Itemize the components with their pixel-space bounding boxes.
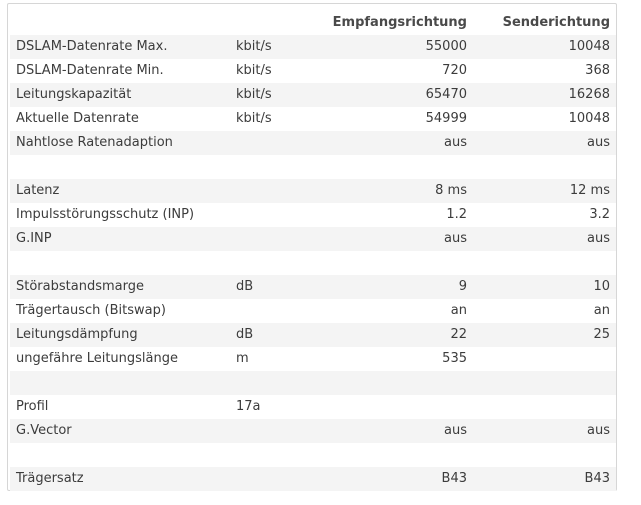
row-unit: kbit/s <box>230 83 320 107</box>
table-header-row <box>10 11 616 35</box>
row-downstream-value <box>320 155 473 179</box>
table-row <box>10 347 616 371</box>
row-unit <box>230 299 320 323</box>
table-row <box>10 155 616 179</box>
table-row <box>10 35 616 59</box>
table-row <box>10 371 616 395</box>
row-downstream-value: 1.2 <box>446 207 467 222</box>
row-downstream-value <box>320 395 473 419</box>
row-label: G.Vector <box>10 419 230 443</box>
row-label: DSLAM-Datenrate Max. <box>10 35 230 59</box>
table-row <box>10 203 616 227</box>
row-upstream-value: 10 <box>473 275 616 299</box>
row-unit <box>230 203 320 227</box>
header-unit <box>230 11 320 35</box>
row-unit <box>230 131 320 155</box>
row-unit <box>230 371 320 395</box>
row-label: ungefähre Leitungslänge <box>16 351 178 366</box>
row-downstream-value: an <box>450 303 467 318</box>
dsl-line-info-table <box>10 11 616 491</box>
row-upstream-value: an <box>593 303 610 318</box>
table-row <box>10 419 616 443</box>
row-upstream-value <box>473 443 616 467</box>
row-downstream-value: 535 <box>442 351 467 366</box>
row-downstream-value: B43 <box>320 467 473 491</box>
row-unit: kbit/s <box>230 35 320 59</box>
row-unit <box>230 443 320 467</box>
row-downstream-value: 720 <box>442 63 467 78</box>
header-upstream: Senderichtung <box>473 11 616 35</box>
row-unit: kbit/s <box>236 111 272 126</box>
row-label: Latenz <box>10 179 230 203</box>
row-upstream-value: 10048 <box>473 35 616 59</box>
row-unit: dB <box>230 275 320 299</box>
table-row <box>10 131 616 155</box>
header-downstream: Empfangsrichtung <box>320 11 473 35</box>
table-row <box>10 299 616 323</box>
row-label: DSLAM-Datenrate Min. <box>16 63 164 78</box>
row-label: Leitungskapazität <box>10 83 230 107</box>
row-downstream-value <box>320 443 473 467</box>
table-row <box>10 227 616 251</box>
table-row <box>10 59 616 83</box>
row-downstream-value: aus <box>320 227 473 251</box>
row-label <box>10 251 230 275</box>
row-downstream-value: 9 <box>320 275 473 299</box>
row-label <box>10 443 230 467</box>
row-unit: dB <box>230 323 320 347</box>
row-unit <box>230 227 320 251</box>
row-downstream-value: 54999 <box>425 111 467 126</box>
row-upstream-value: B43 <box>473 467 616 491</box>
row-unit <box>230 419 320 443</box>
row-downstream-value: 22 <box>320 323 473 347</box>
row-unit <box>230 467 320 491</box>
row-unit: m <box>236 351 249 366</box>
row-label <box>10 155 230 179</box>
row-upstream-value <box>473 347 616 371</box>
row-upstream-value: 25 <box>473 323 616 347</box>
row-downstream-value: 55000 <box>320 35 473 59</box>
dsl-line-info-panel <box>7 3 617 491</box>
row-label: Trägersatz <box>10 467 230 491</box>
table-row <box>10 251 616 275</box>
row-label: Störabstandsmarge <box>10 275 230 299</box>
row-upstream-value <box>473 395 616 419</box>
row-unit: 17a <box>236 399 261 414</box>
table-row <box>10 107 616 131</box>
row-downstream-value <box>320 251 473 275</box>
row-label: Impulsstörungsschutz (INP) <box>16 207 195 222</box>
row-upstream-value: aus <box>473 419 616 443</box>
header-label <box>10 11 230 35</box>
row-downstream-value: aus <box>320 419 473 443</box>
row-upstream-value: 16268 <box>473 83 616 107</box>
row-label: Aktuelle Datenrate <box>16 111 139 126</box>
row-label: G.INP <box>10 227 230 251</box>
row-label: Profil <box>16 399 49 414</box>
table-row <box>10 83 616 107</box>
table-row <box>10 179 616 203</box>
row-unit <box>230 155 320 179</box>
row-label: Trägertausch (Bitswap) <box>16 303 166 318</box>
row-unit <box>230 251 320 275</box>
row-upstream-value: 368 <box>585 63 610 78</box>
table-row <box>10 395 616 419</box>
row-downstream-value: 65470 <box>320 83 473 107</box>
row-upstream-value <box>473 251 616 275</box>
table-row <box>10 467 616 491</box>
row-upstream-value: aus <box>473 227 616 251</box>
row-label <box>10 371 230 395</box>
row-downstream-value: aus <box>320 131 473 155</box>
row-upstream-value <box>473 371 616 395</box>
row-downstream-value <box>320 371 473 395</box>
row-upstream-value <box>473 155 616 179</box>
row-unit <box>230 179 320 203</box>
row-upstream-value: 12 ms <box>473 179 616 203</box>
table-row <box>10 275 616 299</box>
row-label: Leitungsdämpfung <box>10 323 230 347</box>
row-downstream-value: 8 ms <box>320 179 473 203</box>
row-upstream-value: 10048 <box>568 111 610 126</box>
table-row <box>10 323 616 347</box>
row-unit: kbit/s <box>236 63 272 78</box>
row-upstream-value: aus <box>473 131 616 155</box>
row-upstream-value: 3.2 <box>589 207 610 222</box>
row-label: Nahtlose Ratenadaption <box>10 131 230 155</box>
table-row <box>10 443 616 467</box>
